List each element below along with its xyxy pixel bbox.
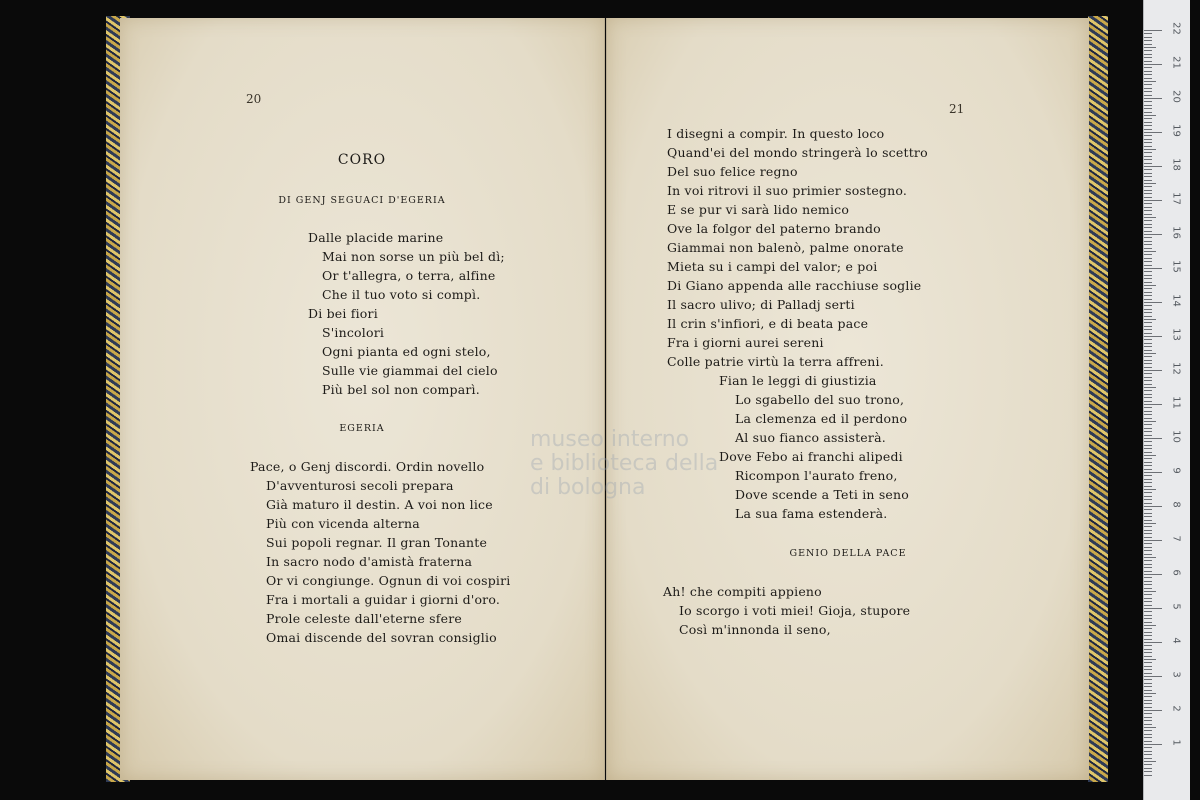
ruler-tick (1144, 472, 1162, 473)
ruler-tick (1144, 265, 1152, 266)
ruler-label: 20 (1170, 90, 1182, 103)
ruler-tick (1144, 275, 1152, 276)
ruler-tick (1144, 278, 1152, 279)
ruler-tick (1144, 350, 1152, 351)
ruler-tick (1144, 482, 1152, 483)
ruler-tick (1144, 217, 1156, 218)
ruler-tick (1144, 656, 1152, 657)
ruler-tick (1144, 67, 1152, 68)
ruler-tick (1144, 537, 1152, 538)
ruler-tick (1144, 669, 1152, 670)
ruler-tick (1144, 384, 1152, 385)
ruler-label: 10 (1170, 430, 1182, 443)
right-page (606, 18, 1089, 780)
ruler-tick (1144, 428, 1152, 429)
ruler-tick (1144, 214, 1152, 215)
ruler-tick (1144, 713, 1152, 714)
ruler-tick (1144, 717, 1152, 718)
chorus-line: S'incolori (322, 325, 385, 340)
verse-line: Il sacro ulivo; di Palladj serti (667, 297, 855, 312)
ruler-tick (1144, 336, 1162, 337)
ruler-tick (1144, 605, 1152, 606)
ruler-tick (1144, 329, 1152, 330)
verse-line: Lo sgabello del suo trono, (735, 392, 905, 407)
speech-line: In sacro nodo d'amistà fraterna (266, 554, 473, 569)
ruler-tick (1144, 118, 1152, 119)
ruler-tick (1144, 299, 1152, 300)
ruler-tick (1144, 418, 1152, 419)
ruler-tick (1144, 431, 1152, 432)
chorus-line: Più bel sol non comparì. (322, 382, 480, 397)
verse-line: Dove scende a Teti in seno (735, 487, 910, 502)
ruler-tick (1144, 207, 1152, 208)
ruler-tick (1144, 50, 1152, 51)
ruler-tick (1144, 452, 1152, 453)
ruler-tick (1144, 645, 1152, 646)
ruler-tick (1144, 186, 1152, 187)
speech-line: Fra i mortali a guidar i giorni d'oro. (266, 592, 501, 607)
ruler-tick (1144, 445, 1152, 446)
ruler-tick (1144, 169, 1152, 170)
ruler-label: 8 (1170, 501, 1182, 508)
ruler-label: 4 (1170, 637, 1182, 644)
ruler-tick (1144, 523, 1156, 524)
page-number-right: 21 (949, 102, 965, 116)
speech-line: Sui popoli regnar. Il gran Tonante (266, 535, 488, 550)
chorus-line: Dalle placide marine (308, 230, 444, 245)
ruler-tick (1144, 591, 1156, 592)
ruler-tick (1144, 271, 1152, 272)
ruler-tick (1144, 333, 1152, 334)
ruler-tick (1144, 513, 1152, 514)
ruler-label: 9 (1170, 467, 1182, 474)
ruler-tick (1144, 377, 1152, 378)
ruler-tick (1144, 516, 1152, 517)
ruler-tick (1144, 635, 1152, 636)
verse-line: Colle patrie virtù la terra affreni. (667, 354, 884, 369)
ruler-tick (1144, 564, 1152, 565)
ruler-tick (1144, 37, 1152, 38)
ruler-tick (1144, 696, 1152, 697)
ruler-label: 15 (1170, 260, 1182, 273)
ruler-tick (1144, 105, 1152, 106)
chorus-line: Di bei fiori (308, 306, 378, 321)
ruler-tick (1144, 397, 1152, 398)
ruler-tick (1144, 258, 1152, 259)
ruler-tick (1144, 458, 1152, 459)
speech-line: Ah! che compiti appieno (663, 584, 822, 599)
ruler-tick (1144, 506, 1162, 507)
ruler-tick (1144, 200, 1162, 201)
ruler-label: 1 (1170, 739, 1182, 746)
ruler-tick (1144, 530, 1152, 531)
ruler-tick (1144, 203, 1152, 204)
ruler-tick (1144, 394, 1152, 395)
ruler-tick (1144, 615, 1152, 616)
ruler-tick (1144, 601, 1152, 602)
ruler-tick (1144, 190, 1152, 191)
ruler-tick (1144, 758, 1152, 759)
ruler-tick (1144, 486, 1152, 487)
ruler-tick (1144, 479, 1152, 480)
ruler-tick (1144, 543, 1152, 544)
ruler-tick (1144, 503, 1152, 504)
ruler-tick (1144, 690, 1152, 691)
watermark-line: e biblioteca della (530, 451, 719, 476)
ruler-tick (1144, 557, 1156, 558)
ruler-tick (1144, 309, 1152, 310)
ruler-tick (1144, 183, 1156, 184)
ruler-tick (1144, 700, 1152, 701)
ruler-tick (1144, 659, 1156, 660)
ruler-tick (1144, 652, 1152, 653)
verse-line: I disegni a compir. In questo loco (667, 126, 885, 141)
ruler-label: 17 (1170, 192, 1182, 205)
ruler-tick (1144, 78, 1152, 79)
ruler-tick (1144, 673, 1152, 674)
verse-line: La clemenza ed il perdono (735, 411, 908, 426)
ruler-label: 14 (1170, 294, 1182, 307)
ruler-tick (1144, 356, 1152, 357)
ruler-tick (1144, 676, 1162, 677)
watermark (530, 428, 718, 500)
ruler-tick (1144, 33, 1152, 34)
watermark-line: museo interno (530, 427, 690, 452)
ruler-tick (1144, 98, 1162, 99)
verse-line: La sua fama estenderà. (735, 506, 888, 521)
ruler-tick (1144, 81, 1156, 82)
ruler-tick (1144, 156, 1152, 157)
ruler-tick (1144, 724, 1152, 725)
ruler-tick (1144, 176, 1152, 177)
ruler-tick (1144, 101, 1152, 102)
ruler-tick (1144, 360, 1152, 361)
speaker-egeria: EGERIA (339, 423, 385, 434)
ruler-tick (1144, 248, 1152, 249)
chorus-line: Mai non sorse un più bel dì; (322, 249, 505, 264)
ruler-tick (1144, 448, 1152, 449)
ruler-tick (1144, 775, 1152, 776)
ruler-tick (1144, 132, 1162, 133)
ruler-label: 16 (1170, 226, 1182, 239)
ruler-tick (1144, 84, 1152, 85)
measurement-ruler (1143, 0, 1190, 800)
speech-line: Così m'innonda il seno, (679, 622, 831, 637)
ruler-tick (1144, 679, 1152, 680)
verse-line: Ricompon l'aurato freno, (735, 468, 898, 483)
speech-line: Or vi congiunge. Ognun di voi cospiri (266, 573, 511, 588)
ruler-tick (1144, 554, 1152, 555)
ruler-tick (1144, 125, 1152, 126)
speaker-genio: GENIO DELLA PACE (789, 548, 907, 559)
ruler-tick (1144, 662, 1152, 663)
ruler-tick (1144, 703, 1152, 704)
ruler-tick (1144, 411, 1152, 412)
ruler-tick (1144, 577, 1152, 578)
ruler-tick (1144, 326, 1152, 327)
verse-line: Di Giano appenda alle racchiuse soglie (667, 278, 922, 293)
ruler-tick (1144, 407, 1152, 408)
ruler-tick (1144, 581, 1152, 582)
verse-line: Mieta su i campi del valor; e poi (667, 259, 878, 274)
watermark-line: di bologna (530, 475, 646, 500)
ruler-tick (1144, 390, 1152, 391)
ruler-tick (1144, 180, 1152, 181)
ruler-tick (1144, 421, 1156, 422)
ruler-tick (1144, 210, 1152, 211)
ruler-tick (1144, 441, 1152, 442)
ruler-tick (1144, 550, 1152, 551)
ruler-tick (1144, 57, 1152, 58)
ruler-tick (1144, 241, 1152, 242)
ruler-tick (1144, 231, 1152, 232)
speech-line: Pace, o Genj discordi. Ordin novello (250, 459, 485, 474)
ruler-tick (1144, 197, 1152, 198)
ruler-tick (1144, 567, 1152, 568)
page-number-left: 20 (246, 92, 262, 106)
ruler-tick (1144, 462, 1152, 463)
ruler-tick (1144, 367, 1152, 368)
ruler-tick (1144, 560, 1152, 561)
ruler-tick (1144, 261, 1152, 262)
ruler-tick (1144, 469, 1152, 470)
ruler-tick (1144, 370, 1162, 371)
ruler-tick (1144, 741, 1152, 742)
ruler-tick (1144, 288, 1152, 289)
ruler-tick (1144, 149, 1156, 150)
ruler-tick (1144, 316, 1152, 317)
ruler-tick (1144, 285, 1156, 286)
speech-line: Io scorgo i voti miei! Gioja, stupore (679, 603, 911, 618)
ruler-tick (1144, 295, 1152, 296)
ruler-tick (1144, 632, 1152, 633)
ruler-tick (1144, 47, 1156, 48)
ruler-tick (1144, 686, 1152, 687)
ruler-tick (1144, 88, 1152, 89)
ruler-tick (1144, 475, 1152, 476)
speech-line: D'avventurosi secoli prepara (266, 478, 454, 493)
ruler-tick (1144, 499, 1152, 500)
ruler-tick (1144, 122, 1152, 123)
ruler-tick (1144, 547, 1152, 548)
ruler-tick (1144, 74, 1152, 75)
ruler-label: 21 (1170, 56, 1182, 69)
ruler-tick (1144, 727, 1156, 728)
ruler-label: 12 (1170, 362, 1182, 375)
ruler-tick (1144, 224, 1152, 225)
ruler-tick (1144, 401, 1152, 402)
verse-line: In voi ritrovi il suo primier sostegno. (667, 183, 908, 198)
ruler-tick (1144, 71, 1152, 72)
ruler-tick (1144, 734, 1152, 735)
verse-line: Ove la folgor del paterno brando (667, 221, 881, 236)
ruler-tick (1144, 747, 1152, 748)
ruler-tick (1144, 282, 1152, 283)
ruler-tick (1144, 363, 1152, 364)
ruler-label: 2 (1170, 705, 1182, 712)
ruler-tick (1144, 108, 1152, 109)
chorus-line: Sulle vie giammai del cielo (322, 363, 498, 378)
ruler-tick (1144, 135, 1152, 136)
ruler-tick (1144, 61, 1152, 62)
ruler-tick (1144, 139, 1152, 140)
ruler-tick (1144, 768, 1152, 769)
ruler-tick (1144, 492, 1152, 493)
ruler-tick (1144, 353, 1156, 354)
ruler-tick (1144, 292, 1152, 293)
speech-line: Omai discende del sovran consiglio (266, 630, 497, 645)
ruler-tick (1144, 95, 1152, 96)
ruler-tick (1144, 618, 1152, 619)
ruler-tick (1144, 146, 1152, 147)
ruler-tick (1144, 166, 1162, 167)
ruler-tick (1144, 373, 1152, 374)
ruler-tick (1144, 533, 1152, 534)
verse-line: Al suo fianco assisterà. (735, 430, 886, 445)
ruler-tick (1144, 129, 1152, 130)
ruler-tick (1144, 744, 1162, 745)
ruler-tick (1144, 302, 1162, 303)
ruler-tick (1144, 625, 1156, 626)
ruler-label: 13 (1170, 328, 1182, 341)
ruler-tick (1144, 764, 1152, 765)
ruler-tick (1144, 30, 1162, 31)
ruler-tick (1144, 64, 1162, 65)
ruler-tick (1144, 683, 1152, 684)
speech-line: Più con vicenda alterna (266, 516, 420, 531)
ruler-tick (1144, 693, 1156, 694)
speech-line: Prole celeste dall'eterne sfere (266, 611, 462, 626)
right-cover-edge (1088, 16, 1108, 782)
verse-line: Il crin s'infiori, e di beata pace (667, 316, 869, 331)
ruler-tick (1144, 251, 1156, 252)
ruler-tick (1144, 380, 1152, 381)
chorus-title: CORO (337, 152, 387, 168)
verse-line: E se pur vi sarà lido nemico (667, 202, 850, 217)
ruler-tick (1144, 594, 1152, 595)
ruler-tick (1144, 465, 1152, 466)
verse-line: Dove Febo ai franchi alipedi (719, 449, 903, 464)
ruler-tick (1144, 622, 1152, 623)
ruler-tick (1144, 112, 1152, 113)
ruler-tick (1144, 173, 1152, 174)
chorus-subtitle: DI GENJ SEGUACI D'EGERIA (278, 195, 446, 206)
ruler-label: 22 (1170, 22, 1182, 35)
ruler-tick (1144, 642, 1162, 643)
ruler-tick (1144, 710, 1162, 711)
ruler-label: 7 (1170, 535, 1182, 542)
ruler-tick (1144, 639, 1152, 640)
ruler-tick (1144, 414, 1152, 415)
ruler-tick (1144, 608, 1162, 609)
chorus-line: Ogni pianta ed ogni stelo, (322, 344, 491, 359)
ruler-tick (1144, 319, 1156, 320)
ruler-tick (1144, 220, 1152, 221)
ruler-tick (1144, 588, 1152, 589)
ruler-tick (1144, 751, 1152, 752)
ruler-tick (1144, 730, 1152, 731)
ruler-tick (1144, 305, 1152, 306)
ruler-tick (1144, 234, 1162, 235)
ruler-tick (1144, 584, 1152, 585)
ruler-tick (1144, 771, 1152, 772)
ruler-tick (1144, 115, 1156, 116)
ruler-tick (1144, 520, 1152, 521)
ruler-tick (1144, 435, 1152, 436)
ruler-tick (1144, 254, 1152, 255)
ruler-tick (1144, 666, 1152, 667)
chorus-line: Or t'allegra, o terra, alfine (322, 268, 496, 283)
ruler-label: 11 (1170, 396, 1182, 409)
ruler-tick (1144, 404, 1162, 405)
ruler-label: 6 (1170, 569, 1182, 576)
verse-line: Quand'ei del mondo stringerà lo scettro (667, 145, 928, 160)
ruler-tick (1144, 455, 1156, 456)
ruler-tick (1144, 574, 1162, 575)
ruler-tick (1144, 40, 1152, 41)
ruler-tick (1144, 227, 1152, 228)
ruler-label: 18 (1170, 158, 1182, 171)
ruler-tick (1144, 649, 1152, 650)
speech-line: Già maturo il destin. A voi non lice (266, 497, 493, 512)
ruler-tick (1144, 322, 1152, 323)
ruler-tick (1144, 509, 1152, 510)
ruler-label: 3 (1170, 671, 1182, 678)
ruler-tick (1144, 244, 1152, 245)
ruler-tick (1144, 571, 1152, 572)
ruler-tick (1144, 54, 1152, 55)
ruler-tick (1144, 754, 1152, 755)
verse-line: Fian le leggi di giustizia (719, 373, 877, 388)
ruler-tick (1144, 424, 1152, 425)
ruler-tick (1144, 720, 1152, 721)
ruler-tick (1144, 44, 1152, 45)
ruler-tick (1144, 707, 1152, 708)
ruler-tick (1144, 387, 1156, 388)
ruler-tick (1144, 142, 1152, 143)
ruler-tick (1144, 598, 1152, 599)
ruler-tick (1144, 540, 1162, 541)
ruler-tick (1144, 159, 1152, 160)
ruler-tick (1144, 343, 1152, 344)
ruler-tick (1144, 438, 1162, 439)
ruler-tick (1144, 628, 1152, 629)
verse-line: Del suo felice regno (667, 164, 798, 179)
ruler-tick (1144, 339, 1152, 340)
ruler-tick (1144, 761, 1156, 762)
ruler-tick (1144, 152, 1152, 153)
ruler-tick (1144, 312, 1152, 313)
chorus-line: Che il tuo voto si compì. (322, 287, 481, 302)
ruler-tick (1144, 737, 1152, 738)
ruler-label: 19 (1170, 124, 1182, 137)
ruler-tick (1144, 163, 1152, 164)
ruler-tick (1144, 91, 1152, 92)
left-page (120, 18, 605, 780)
ruler-tick (1144, 496, 1152, 497)
ruler-tick (1144, 489, 1156, 490)
ruler-tick (1144, 193, 1152, 194)
verse-line: Fra i giorni aurei sereni (667, 335, 824, 350)
verse-line: Giammai non balenò, palme onorate (667, 240, 904, 255)
ruler-tick (1144, 268, 1162, 269)
ruler-label: 5 (1170, 603, 1182, 610)
ruler-tick (1144, 237, 1152, 238)
ruler-tick (1144, 526, 1152, 527)
ruler-tick (1144, 346, 1152, 347)
ruler-tick (1144, 611, 1152, 612)
